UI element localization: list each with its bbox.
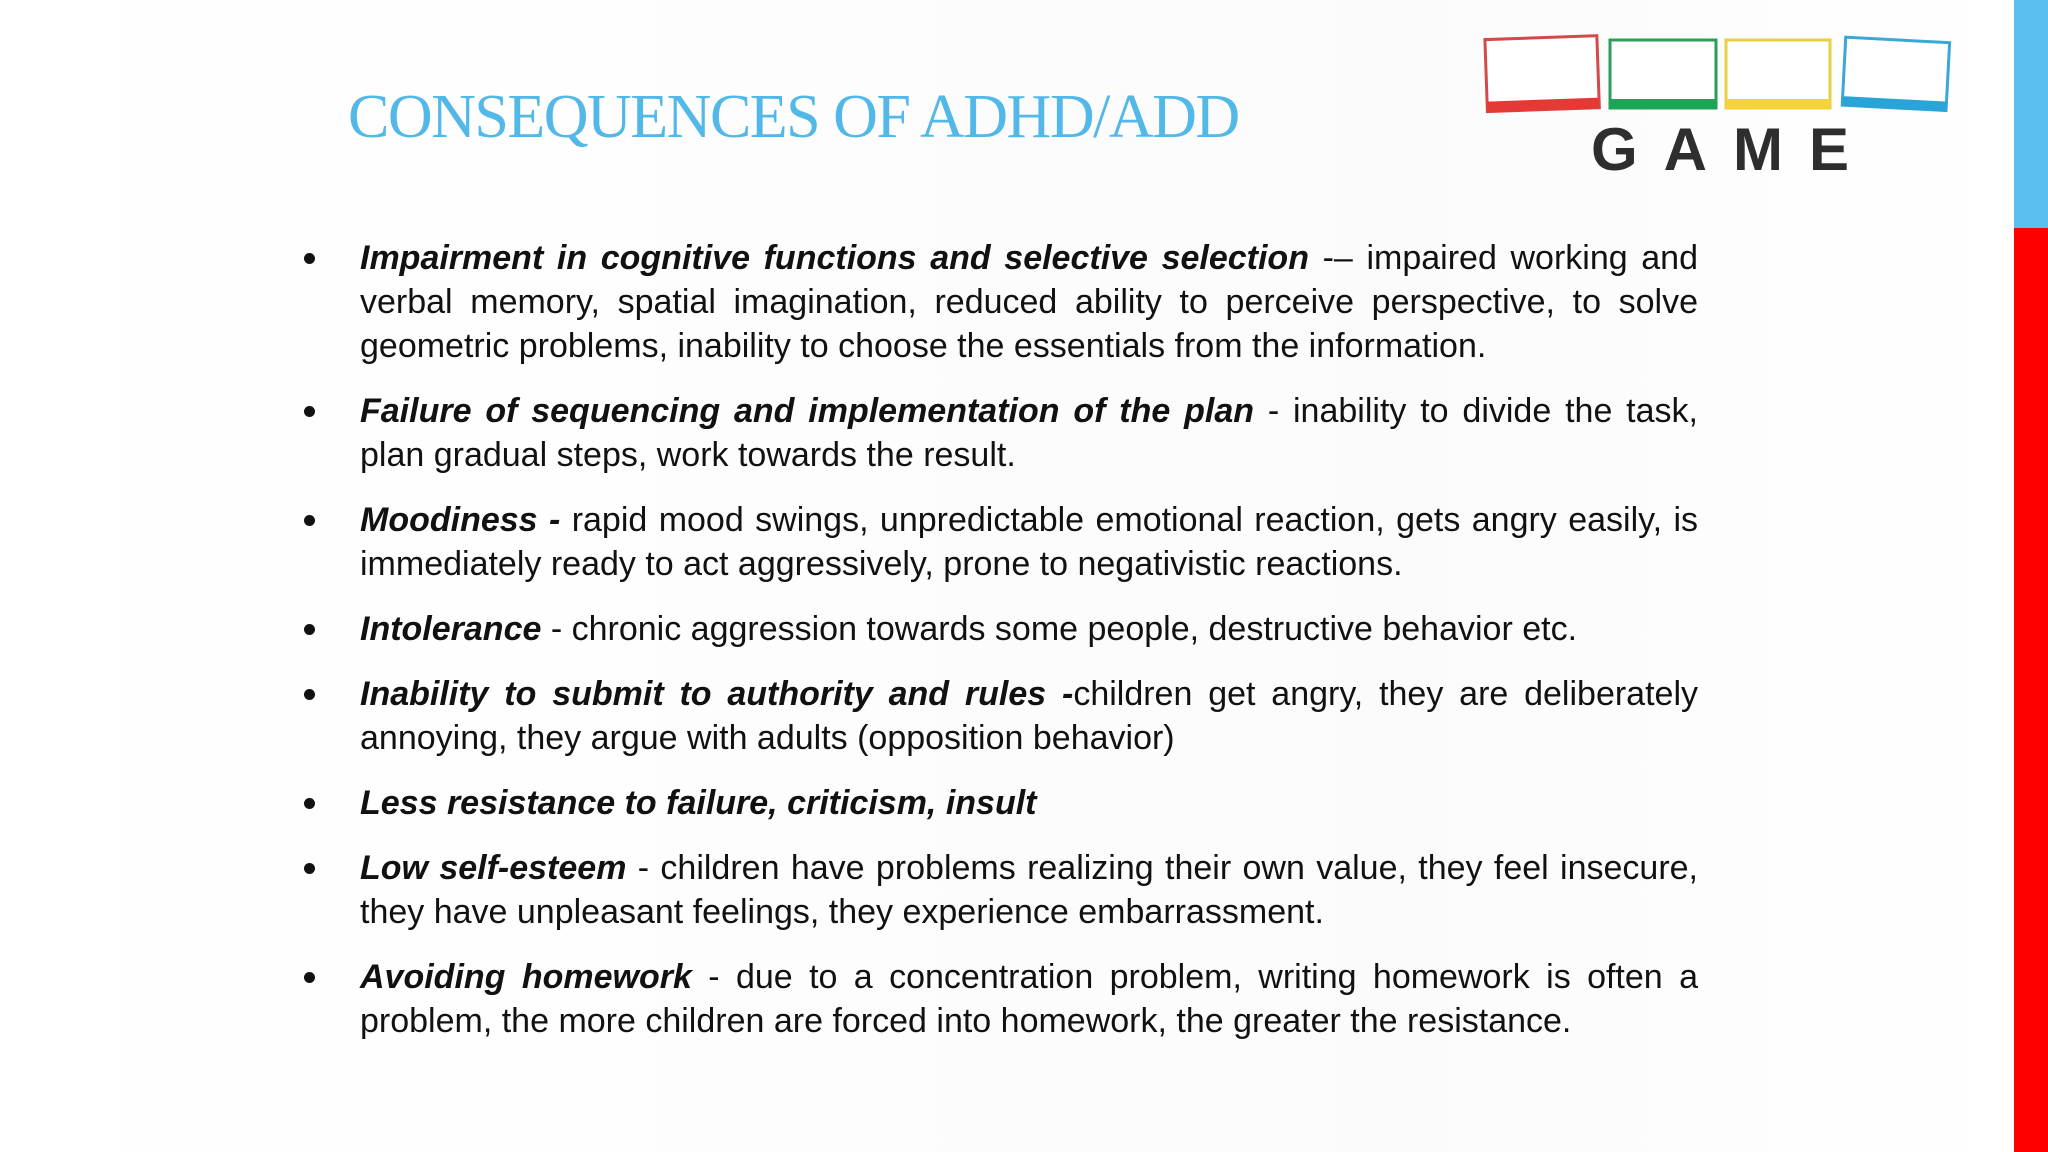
bullet-item (300, 781, 1698, 825)
bullet-term: Avoiding homework (360, 958, 692, 996)
bullet-item (300, 955, 1698, 1043)
bullet-dot-icon (304, 689, 315, 700)
logo-box-red (1485, 36, 1599, 113)
bullet-item (300, 607, 1698, 651)
game-logo (1482, 28, 1958, 183)
bullet-item (300, 498, 1698, 586)
bullet-description: - inability to divide the task, plan gradual steps, work towards the result. (360, 392, 1698, 474)
bullet-dot-icon (304, 798, 315, 809)
logo-box-blue (1842, 37, 1949, 111)
bullet-item (300, 846, 1698, 934)
bullet-term: Impairment in cognitive functions and selective selection (360, 239, 1309, 277)
bullet-term: Inability to submit to authority and rules - (360, 675, 1074, 713)
bullet-list (300, 236, 1698, 1064)
logo-box-green (1610, 40, 1716, 109)
bullet-term: Failure of sequencing and implementation of the plan (360, 392, 1255, 430)
logo-box-yellow (1726, 40, 1830, 109)
bullet-description: - children have problems realizing their own value, they feel insecure, they have unpleasant feelings, they experience embarrassment. (360, 849, 1698, 931)
bullet-dot-icon (304, 863, 315, 874)
bullet-term: Less resistance to failure, criticism, insult (360, 784, 1037, 822)
bullet-term: Intolerance (360, 610, 542, 648)
bullet-description: - chronic aggression towards some people, destructive behavior etc. (541, 610, 1578, 648)
bullet-description: children get angry, they are deliberately annoying, they argue with adults (opposition behavior) (360, 675, 1698, 757)
accent-bar-blue (2014, 0, 2048, 228)
bullet-description: -– impaired working and verbal memory, spatial imagination, reduced ability to perceive perspective, to solve geometric problems, inability to choose the essentials from the information. (360, 239, 1698, 365)
bullet-item (300, 236, 1698, 368)
bullet-term: Moodiness - (360, 501, 561, 539)
accent-bar-red (2014, 228, 2048, 1152)
slide-title: CONSEQUENCES OF ADHD/ADD (348, 83, 1239, 151)
bullet-description: rapid mood swings, unpredictable emotional reaction, gets angry easily, is immediately ready to act aggressively, prone to negativistic reactions. (360, 501, 1698, 583)
bullet-dot-icon (304, 624, 315, 635)
bullet-dot-icon (304, 253, 315, 264)
bullet-dot-icon (304, 406, 315, 417)
bullet-dot-icon (304, 972, 315, 983)
bullet-description: - due to a concentration problem, writing homework is often a problem, the more children are forced into homework, the greater the resistance. (360, 958, 1698, 1040)
bullet-item (300, 389, 1698, 477)
bullet-dot-icon (304, 515, 315, 526)
bullet-item (300, 672, 1698, 760)
logo-wordmark: GAME (1591, 116, 1875, 183)
bullet-term: Low self-esteem (360, 849, 627, 887)
